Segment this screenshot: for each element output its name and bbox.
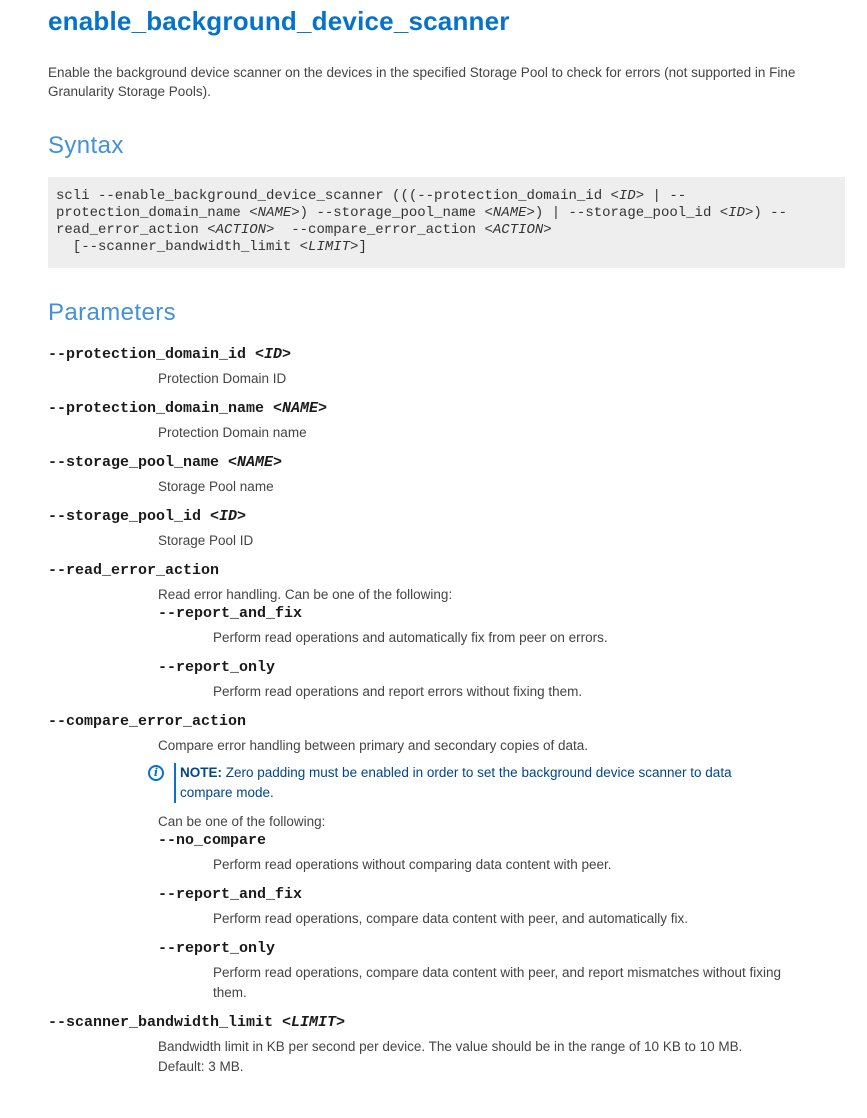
- syntax-variable: <ACTION>: [207, 222, 275, 238]
- parameter-entry: [48, 1014, 847, 1077]
- parameter-entry: [48, 454, 847, 497]
- parameter-definition: [158, 423, 828, 443]
- parameter-entry: [48, 713, 847, 1003]
- option-definition: Perform read operations, compare data content with peer, and automatically fix.: [213, 911, 689, 926]
- option-definition: Perform read operations and automatically fix from peer on errors.: [213, 630, 608, 645]
- parameter-term-name: --storage_pool_name: [48, 454, 220, 471]
- parameter-term: [48, 562, 847, 579]
- parameter-term-name: --protection_domain_name: [48, 400, 265, 417]
- option-term: --report_and_fix: [158, 605, 303, 622]
- syntax-variable: <ACTION>: [484, 222, 552, 238]
- parameter-definition: [153, 736, 828, 1003]
- parameter-entry: [48, 400, 847, 443]
- option-term: --report_only: [158, 659, 276, 676]
- parameter-definition: [158, 1037, 828, 1077]
- syntax-literal: ]: [358, 239, 367, 255]
- definition-text: Storage Pool ID: [158, 533, 254, 548]
- syntax-literal: [--scanner_bandwidth_limit: [56, 239, 300, 255]
- syntax-variable: <LIMIT>: [299, 239, 359, 255]
- parameter-term-name: --read_error_action: [48, 562, 220, 579]
- parameter-term-argument: <NAME>: [219, 454, 283, 471]
- parameter-term: [48, 508, 847, 525]
- definition-text: Can be one of the following:: [158, 814, 326, 829]
- parameter-definition: [158, 477, 828, 497]
- definition-text: Protection Domain name: [158, 425, 307, 440]
- parameter-entry: [48, 508, 847, 551]
- syntax-variable: <NAME>: [249, 205, 300, 221]
- syntax-literal: ) --: [753, 205, 787, 221]
- parameter-term-name: --compare_error_action: [48, 713, 247, 730]
- info-icon: i: [148, 765, 164, 781]
- syntax-literal: --compare_error_action: [274, 222, 485, 238]
- parameter-term-name: --scanner_bandwidth_limit: [48, 1014, 274, 1031]
- parameter-term: [48, 1014, 847, 1031]
- definition-text: Protection Domain ID: [158, 371, 287, 386]
- parameter-term: [48, 713, 847, 730]
- parameter-entry: [48, 346, 847, 389]
- parameter-entry: [48, 562, 847, 702]
- parameter-term: [48, 454, 847, 471]
- definition-text: Read error handling. Can be one of the following:: [158, 587, 453, 602]
- syntax-variable: <ID>: [719, 205, 754, 221]
- parameter-definition: [158, 369, 828, 389]
- parameter-option: [158, 940, 828, 1003]
- page-title: enable_background_device_scanner: [48, 6, 510, 36]
- parameter-term-argument: <ID>: [201, 508, 247, 525]
- note: [148, 763, 828, 803]
- parameter-definition: [158, 531, 828, 551]
- syntax-literal: protection_domain_name: [56, 205, 250, 221]
- parameter-option: [158, 886, 828, 929]
- parameter-term-name: --storage_pool_id: [48, 508, 202, 525]
- parameters-heading: Parameters: [48, 299, 177, 326]
- syntax-literal: | --: [644, 188, 687, 204]
- definition-text: Storage Pool name: [158, 479, 274, 494]
- definition-text: Compare error handling between primary and secondary copies of data.: [158, 738, 588, 753]
- page-description: Enable the background device scanner on the devices in the specified Storage Pool to check for errors (not supported in Fine Granularity Storage Pools).: [48, 65, 796, 99]
- parameter-term-argument: <ID>: [246, 346, 292, 363]
- syntax-code-block: [48, 177, 845, 268]
- option-term: --report_and_fix: [158, 886, 303, 903]
- note-label: NOTE:: [180, 765, 226, 780]
- parameter-option: [158, 659, 828, 702]
- parameter-term-argument: <NAME>: [264, 400, 328, 417]
- option-term: --no_compare: [158, 832, 267, 849]
- syntax-literal: scli --enable_background_device_scanner (((--protection_domain_id: [56, 188, 611, 204]
- syntax-literal: ) | --storage_pool_id: [534, 205, 720, 221]
- option-definition: Perform read operations without comparing data content with peer.: [213, 857, 612, 872]
- definition-text: Bandwidth limit in KB per second per device. The value should be in the range of 10 KB to 10 MB.: [158, 1039, 743, 1054]
- parameter-option: [158, 605, 828, 648]
- parameter-option: [158, 832, 828, 875]
- syntax-heading: Syntax: [48, 132, 124, 159]
- syntax-variable: <NAME>: [484, 205, 535, 221]
- note-text: NOTE: Zero padding must be enabled in order to set the background device scanner to data compare mode.: [180, 765, 732, 800]
- syntax-literal: read_error_action: [56, 222, 208, 238]
- syntax-variable: <ID>: [610, 188, 645, 204]
- syntax-literal: ) --storage_pool_name: [299, 205, 485, 221]
- definition-text: Default: 3 MB.: [158, 1059, 244, 1074]
- parameter-term-name: --protection_domain_id: [48, 346, 247, 363]
- option-definition: Perform read operations, compare data content with peer, and report mismatches without fixing them.: [213, 965, 782, 1000]
- option-term: --report_only: [158, 940, 276, 957]
- option-definition: Perform read operations and report errors without fixing them.: [213, 684, 583, 699]
- parameter-definition: [158, 585, 828, 702]
- parameter-term: [48, 346, 847, 363]
- note-accent-bar: [174, 763, 176, 803]
- parameter-term-argument: <LIMIT>: [273, 1014, 346, 1031]
- parameter-list: [48, 346, 847, 1077]
- parameter-term: [48, 400, 847, 417]
